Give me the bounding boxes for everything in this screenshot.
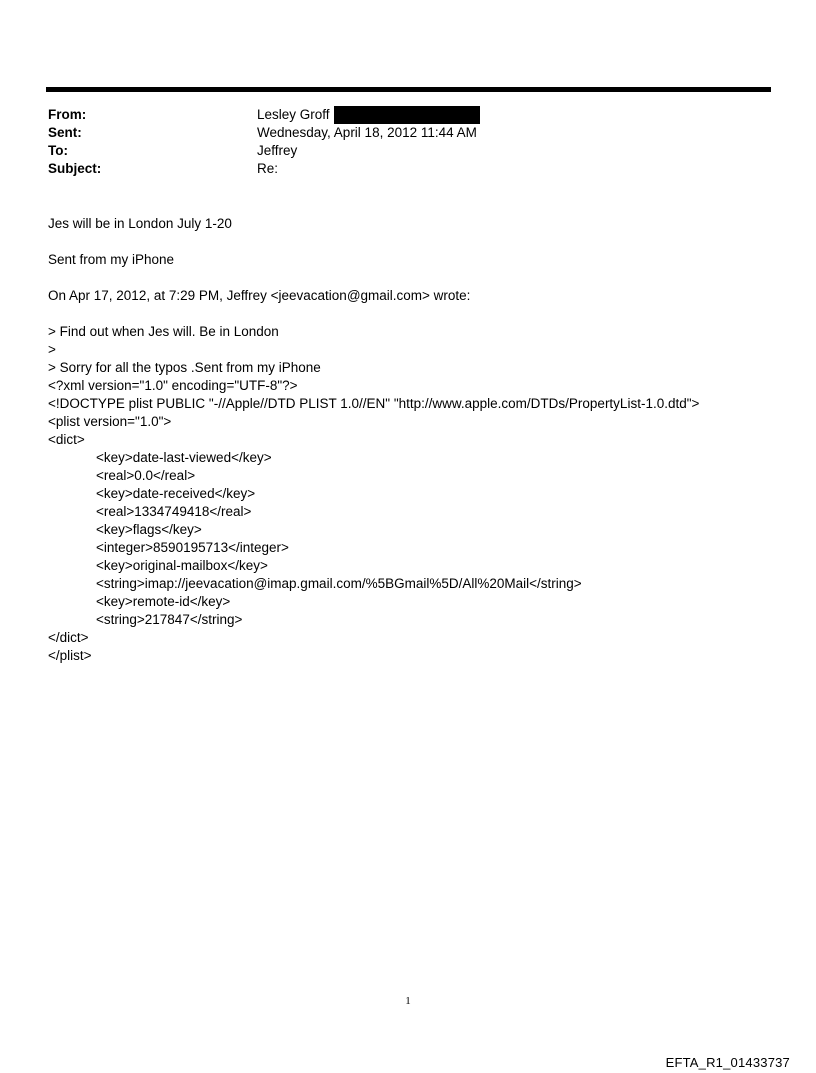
signature-text: Sent from my iPhone [48, 252, 175, 267]
subject-label: Subject: [48, 161, 102, 176]
sender-name: Lesley Groff [257, 107, 330, 122]
dict-line: <real>1334749418</real> [96, 504, 252, 519]
to-value: Jeffrey [257, 143, 298, 158]
to-label: To: [48, 143, 68, 158]
dict-line: <key>flags</key> [96, 522, 202, 537]
dict-line: <real>0.0</real> [96, 468, 196, 483]
message-text: Jes will be in London July 1-20 [48, 216, 232, 231]
xml-declaration: <?xml version="1.0" encoding="UTF-8"?> [48, 378, 298, 393]
dict-open-tag: <dict> [48, 432, 85, 447]
from-label: From: [48, 107, 87, 122]
quoted-line: > Sorry for all the typos .Sent from my iPhone [48, 360, 321, 375]
from-value [257, 106, 480, 124]
quoted-line: > [48, 342, 56, 357]
doctype-line: <!DOCTYPE plist PUBLIC "-//Apple//DTD PLIST 1.0//EN" "http://www.apple.com/DTDs/PropertyList-1.0.dtd"> [48, 396, 700, 411]
subject-value: Re: [257, 161, 279, 176]
dict-line: <key>date-last-viewed</key> [96, 450, 272, 465]
dict-close-tag: </dict> [48, 630, 89, 645]
sent-label: Sent: [48, 125, 82, 140]
bates-number: EFTA_R1_01433737 [665, 1055, 790, 1070]
plist-open-tag: <plist version="1.0"> [48, 414, 172, 429]
sent-value: Wednesday, April 18, 2012 11:44 AM [257, 125, 477, 140]
reply-attribution: On Apr 17, 2012, at 7:29 PM, Jeffrey <jeevacation@gmail.com> wrote: [48, 288, 471, 303]
dict-line: <integer>8590195713</integer> [96, 540, 289, 555]
redaction-box [334, 106, 480, 124]
dict-line: <key>remote-id</key> [96, 594, 231, 609]
dict-line: <key>date-received</key> [96, 486, 256, 501]
dict-line: <string>imap://jeevacation@imap.gmail.com/%5BGmail%5D/All%20Mail</string> [96, 576, 582, 591]
plist-close-tag: </plist> [48, 648, 92, 663]
dict-line: <string>217847</string> [96, 612, 243, 627]
dict-line: <key>original-mailbox</key> [96, 558, 268, 573]
header-divider-rule [46, 87, 771, 92]
quoted-line: > Find out when Jes will. Be in London [48, 324, 279, 339]
page-number: 1 [405, 995, 411, 1007]
